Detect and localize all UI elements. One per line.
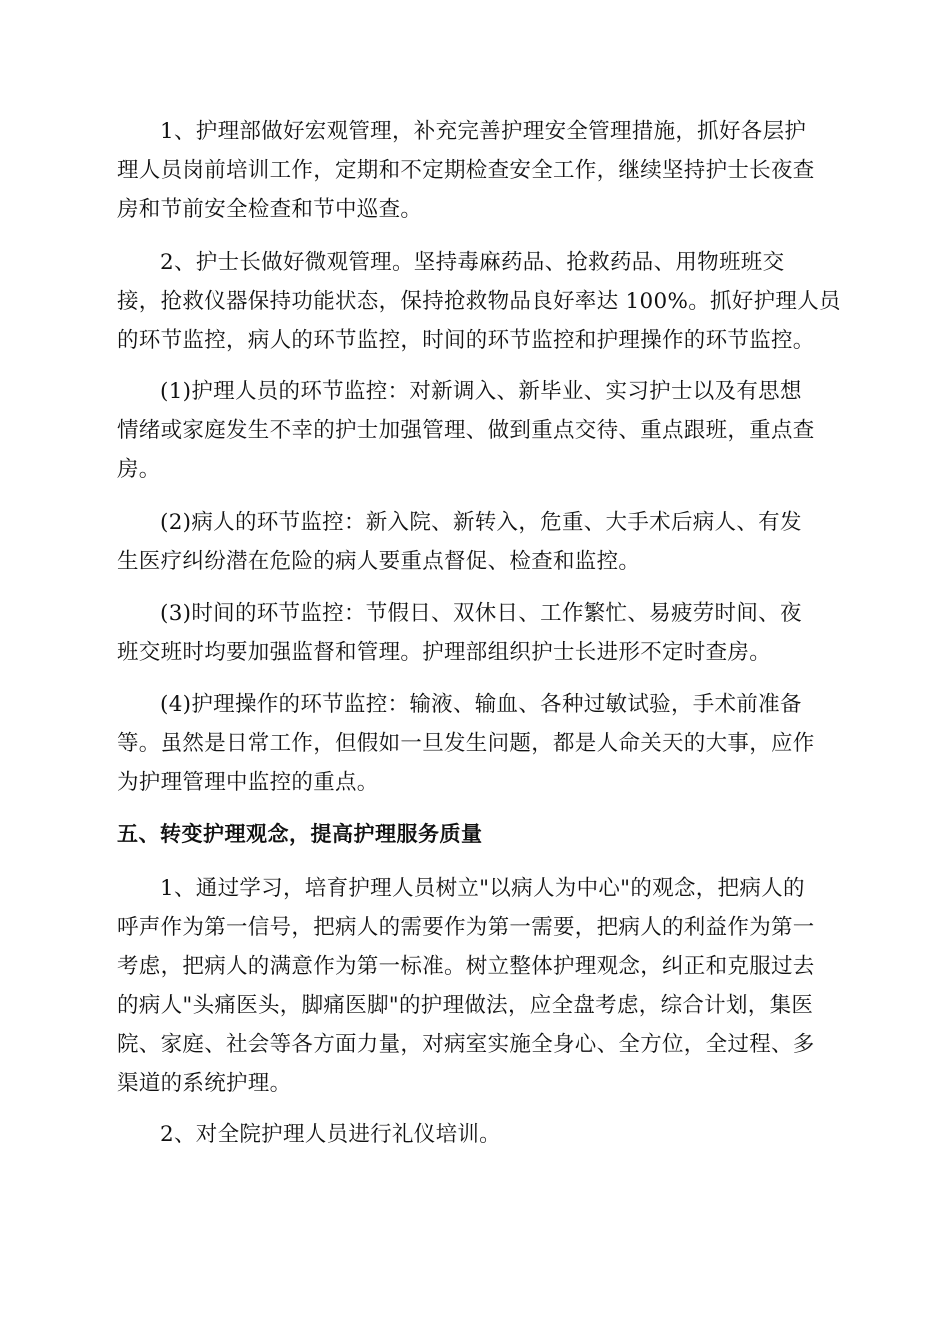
text-line: 班交班时均要加强监督和管理。护理部组织护士长进形不定时查房。 bbox=[117, 640, 772, 665]
text-line: 呼声作为第一信号，把病人的需要作为第一需要，把病人的利益作为第一 bbox=[117, 915, 815, 940]
text-line: 理人员岗前培训工作，定期和不定期检查安全工作，继续坚持护士长夜查 bbox=[117, 158, 815, 183]
paragraph-4 bbox=[117, 503, 833, 581]
text-line: 2、对全院护理人员进行礼仪培训。 bbox=[160, 1122, 501, 1147]
text-line: 院、家庭、社会等各方面力量，对病室实施全身心、全方位，全过程、多 bbox=[117, 1032, 815, 1057]
paragraph-1 bbox=[117, 112, 833, 229]
text-line: 情绪或家庭发生不幸的护士加强管理、做到重点交待、重点跟班，重点查 bbox=[117, 418, 815, 443]
text-line: 为护理管理中监控的重点。 bbox=[117, 770, 379, 795]
text-line: (3)时间的环节监控：节假日、双休日、工作繁忙、易疲劳时间、夜 bbox=[160, 601, 802, 626]
text-line: (2)病人的环节监控：新入院、新转入，危重、大手术后病人、有发 bbox=[160, 510, 802, 535]
text-line: 等。虽然是日常工作，但假如一旦发生问题，都是人命关天的大事，应作 bbox=[117, 731, 815, 756]
text-line: (1)护理人员的环节监控：对新调入、新毕业、实习护士以及有思想 bbox=[160, 379, 802, 404]
text-line: 的病人"头痛医头，脚痛医脚"的护理做法，应全盘考虑，综合计划，集医 bbox=[117, 993, 814, 1018]
text-line: 1、护理部做好宏观管理，补充完善护理安全管理措施，抓好各层护 bbox=[160, 119, 807, 144]
text-line: 2、护士长做好微观管理。坚持毒麻药品、抢救药品、用物班班交 bbox=[160, 250, 785, 275]
section-heading bbox=[117, 815, 833, 854]
paragraph-2 bbox=[117, 243, 841, 360]
text-line: 接，抢救仪器保持功能状态，保持抢救物品良好率达 100%。抓好护理人员 bbox=[117, 289, 841, 314]
paragraph-5 bbox=[117, 594, 833, 672]
text-line: 房。 bbox=[117, 457, 161, 482]
text-line: 1、通过学习，培育护理人员树立"以病人为中心"的观念，把病人的 bbox=[160, 876, 805, 901]
text-line: 房和节前安全检查和节中巡查。 bbox=[117, 197, 423, 222]
paragraph-8 bbox=[117, 1115, 833, 1154]
heading-text: 五、转变护理观念，提高护理服务质量 bbox=[117, 822, 483, 846]
text-line: 的环节监控，病人的环节监控，时间的环节监控和护理操作的环节监控。 bbox=[117, 328, 815, 353]
text-line: 考虑，把病人的满意作为第一标准。树立整体护理观念，纠正和克服过去 bbox=[117, 954, 815, 979]
paragraph-6 bbox=[117, 685, 833, 802]
paragraph-3 bbox=[117, 372, 833, 489]
text-line: 生医疗纠纷潜在危险的病人要重点督促、检查和监控。 bbox=[117, 549, 641, 574]
text-line: (4)护理操作的环节监控：输液、输血、各种过敏试验，手术前准备 bbox=[160, 692, 802, 717]
text-line: 渠道的系统护理。 bbox=[117, 1071, 292, 1096]
paragraph-7 bbox=[117, 869, 833, 1103]
